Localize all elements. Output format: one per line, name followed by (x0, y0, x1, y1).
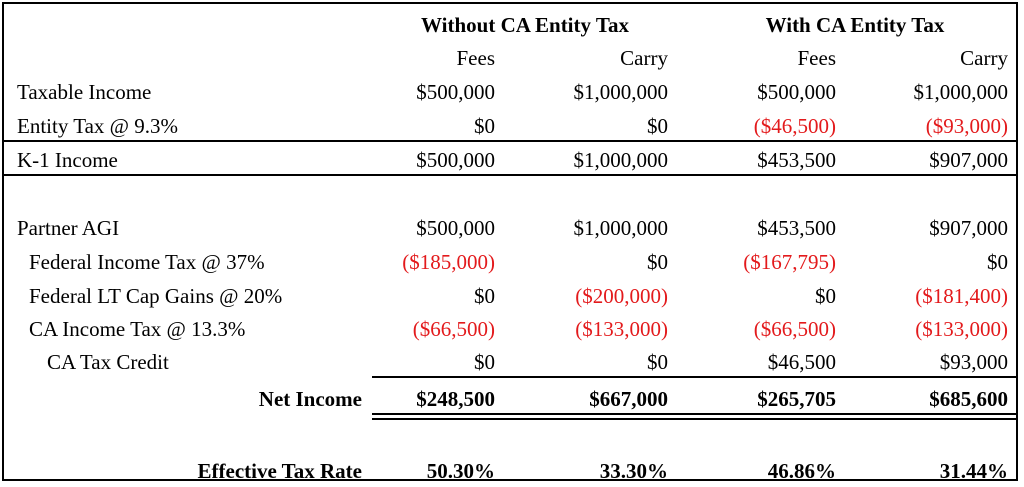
cell-ca-income-tax-fees-without: ($66,500) (412, 317, 495, 341)
col-header-fees-with: Fees (797, 46, 836, 70)
cell-ca-tax-credit-carry-with: $93,000 (939, 350, 1008, 374)
cell-ca-tax-credit-carry-without: $0 (647, 350, 668, 374)
row-label-entity-tax: Entity Tax @ 9.3% (17, 114, 178, 138)
cell-ca-income-tax-fees-with: ($66,500) (753, 317, 836, 341)
cell-partner-agi-carry-with: $907,000 (929, 216, 1008, 240)
cell-k1-income-carry-with: $907,000 (929, 148, 1008, 172)
row-label-taxable-income: Taxable Income (17, 80, 152, 104)
cell-effective-tax-rate-carry-with: 31.44% (939, 459, 1008, 483)
cell-federal-income-tax-fees-without: ($185,000) (402, 250, 495, 274)
cell-federal-lt-cap-gains-carry-with: ($181,400) (915, 284, 1008, 308)
cell-k1-income-fees-with: $453,500 (757, 148, 836, 172)
cell-net-income-carry-with: $685,600 (929, 387, 1008, 411)
row-label-ca-income-tax: CA Income Tax @ 13.3% (29, 317, 246, 341)
col-header-carry-without: Carry (620, 46, 668, 70)
cell-taxable-income-carry-with: $1,000,000 (913, 80, 1008, 104)
cell-entity-tax-fees-with: ($46,500) (753, 114, 836, 138)
row-label-net-income: Net Income (258, 387, 362, 411)
cell-federal-income-tax-fees-with: ($167,795) (743, 250, 836, 274)
cell-effective-tax-rate-carry-without: 33.30% (599, 459, 668, 483)
cell-partner-agi-carry-without: $1,000,000 (573, 216, 668, 240)
cell-k1-income-fees-without: $500,000 (416, 148, 495, 172)
divider-line-net-top (372, 376, 1016, 378)
cell-partner-agi-fees-without: $500,000 (416, 216, 495, 240)
cell-federal-lt-cap-gains-carry-without: ($200,000) (575, 284, 668, 308)
divider-double-line-1 (372, 413, 1016, 415)
cell-taxable-income-fees-with: $500,000 (757, 80, 836, 104)
cell-net-income-fees-with: $265,705 (757, 387, 836, 411)
col-header-fees-without: Fees (456, 46, 495, 70)
cell-taxable-income-fees-without: $500,000 (416, 80, 495, 104)
cell-net-income-fees-without: $248,500 (416, 387, 495, 411)
row-label-effective-tax-rate: Effective Tax Rate (197, 459, 362, 483)
col-header-carry-with: Carry (960, 46, 1008, 70)
cell-ca-tax-credit-fees-with: $46,500 (767, 350, 836, 374)
row-label-federal-income-tax: Federal Income Tax @ 37% (29, 250, 265, 274)
row-label-federal-lt-cap-gains: Federal LT Cap Gains @ 20% (29, 284, 283, 308)
cell-ca-income-tax-carry-without: ($133,000) (575, 317, 668, 341)
cell-entity-tax-fees-without: $0 (474, 114, 495, 138)
cell-entity-tax-carry-with: ($93,000) (925, 114, 1008, 138)
cell-federal-income-tax-carry-with: $0 (987, 250, 1008, 274)
cell-k1-income-carry-without: $1,000,000 (573, 148, 668, 172)
cell-federal-lt-cap-gains-fees-without: $0 (474, 284, 495, 308)
group-header-with: With CA Entity Tax (765, 13, 945, 37)
row-label-ca-tax-credit: CA Tax Credit (47, 350, 169, 374)
row-label-partner-agi: Partner AGI (17, 216, 120, 240)
cell-entity-tax-carry-without: $0 (647, 114, 668, 138)
group-header-without: Without CA Entity Tax (421, 13, 629, 37)
cell-taxable-income-carry-without: $1,000,000 (573, 80, 668, 104)
cell-effective-tax-rate-fees-without: 50.30% (426, 459, 495, 483)
cell-net-income-carry-without: $667,000 (589, 387, 668, 411)
cell-federal-lt-cap-gains-fees-with: $0 (815, 284, 836, 308)
row-label-k1-income: K-1 Income (17, 148, 118, 172)
divider-line-k1-bottom (4, 174, 1016, 176)
divider-double-line-2 (372, 418, 1016, 420)
cell-ca-income-tax-carry-with: ($133,000) (915, 317, 1008, 341)
cell-federal-income-tax-carry-without: $0 (647, 250, 668, 274)
cell-partner-agi-fees-with: $453,500 (757, 216, 836, 240)
cell-ca-tax-credit-fees-without: $0 (474, 350, 495, 374)
divider-line-k1-top (4, 140, 1016, 142)
cell-effective-tax-rate-fees-with: 46.86% (767, 459, 836, 483)
